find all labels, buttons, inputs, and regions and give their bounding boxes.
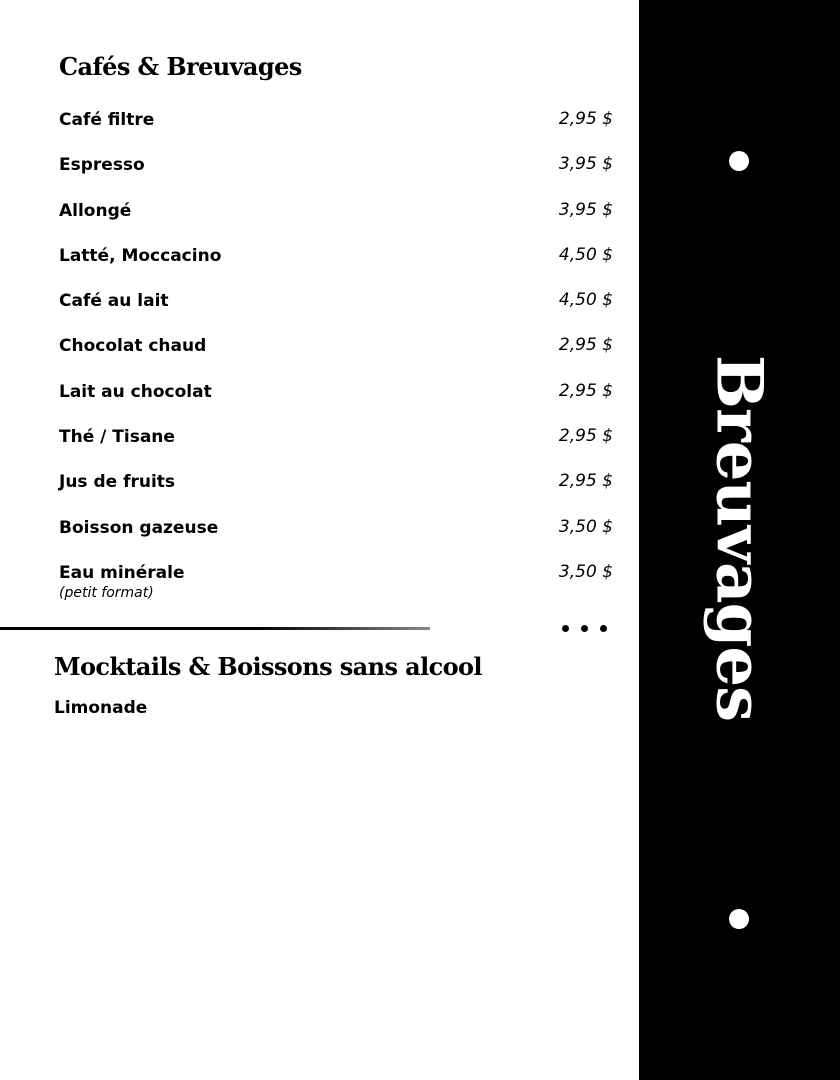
menu-item-name: Lait au chocolat [59,381,212,402]
menu-item [59,516,613,561]
menu-item-name: Café filtre [59,110,155,130]
menu-item-price: 3,50 $ [558,561,613,582]
menu-item-note: (petit format) [59,584,154,601]
dot-icon [581,625,588,632]
menu-item-name: Boisson gazeuse [59,517,219,538]
dot-icon [562,625,569,632]
menu-item-name: Latté, Moccacino [59,245,222,266]
side-panel-title: Breuvages [701,354,777,722]
menu-item-price: 4,50 $ [558,290,613,311]
menu-item-name: Jus de fruits [59,472,176,493]
menu-item [59,380,613,425]
menu-item [59,561,613,606]
menu-list-cafes-breuvages [59,108,613,606]
dot-icon [729,151,749,171]
dot-icon [729,909,749,929]
menu-item-name: Espresso [59,155,145,176]
menu-item [59,334,613,379]
menu-item [59,199,613,244]
menu-item-price: 2,95 $ [558,426,613,447]
menu-item-name: Café au lait [59,291,169,312]
menu-item [59,289,613,334]
menu-item [59,244,613,289]
section-divider [0,627,430,630]
menu-item-price: 2,95 $ [558,380,613,401]
menu-item-price: 2,95 $ [558,335,613,356]
menu-item [59,425,613,470]
menu-item [59,470,613,515]
section-title-mocktails: Mocktails & Boissons sans alcool [54,652,482,681]
menu-item-name: Eau minérale [59,562,185,583]
ellipsis-dots-icon [562,625,608,633]
menu-item-name: Allongé [59,200,132,221]
menu-item-price: 3,95 $ [558,199,613,220]
side-panel [639,0,840,1080]
menu-item-price: 4,50 $ [558,244,613,265]
menu-item [59,153,613,198]
menu-item-price: 2,95 $ [558,471,613,492]
menu-item-name: Limonade [54,698,148,718]
menu-item-price: 2,95 $ [558,109,613,129]
menu-item-name: Thé / Tisane [59,427,175,448]
menu-item-price: 3,50 $ [558,516,613,537]
dot-icon [600,625,607,632]
menu-item-price: 3,95 $ [558,154,613,175]
menu-item [59,108,613,153]
menu-item-name: Chocolat chaud [59,336,207,357]
section-title-cafes-breuvages: Cafés & Breuvages [59,52,302,81]
